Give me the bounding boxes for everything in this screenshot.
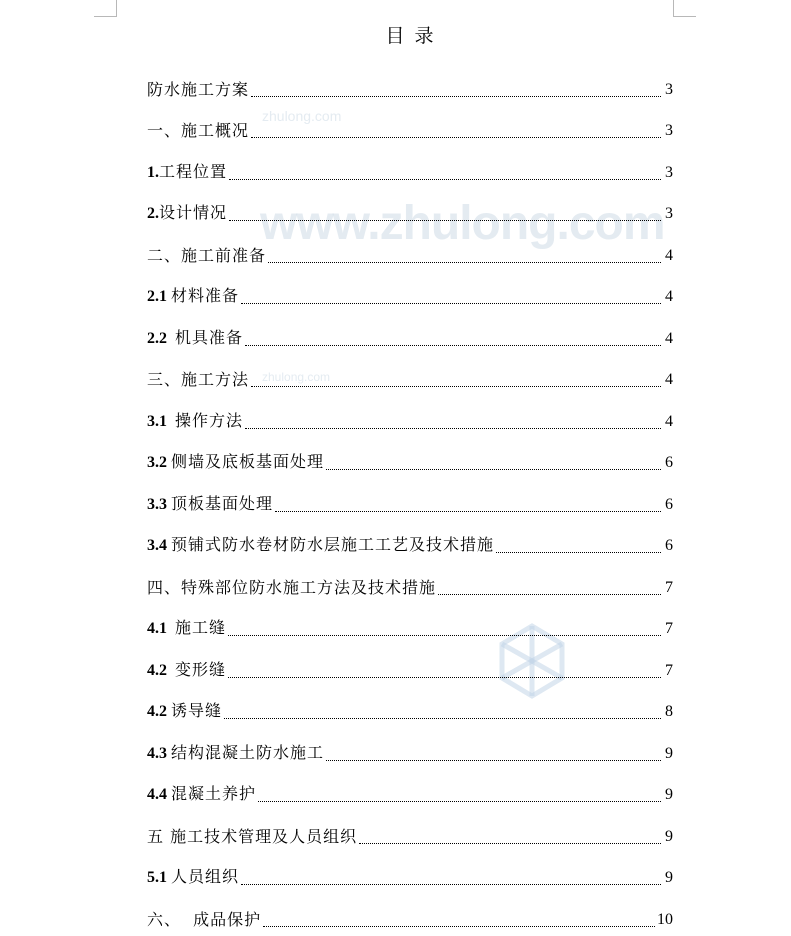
toc-entry-text — [147, 446, 324, 479]
toc-entry-number: 3.4 — [147, 537, 171, 554]
toc-entry-title: 顶板基面处理 — [171, 493, 274, 513]
toc-title: 目 录 — [385, 25, 436, 47]
toc-entry-title: 预铺式防水卷材防水层施工工艺及技术措施 — [171, 535, 495, 554]
toc-dot-leader — [241, 303, 661, 304]
toc-dot-leader — [359, 843, 661, 844]
toc-entry[interactable] — [147, 521, 673, 563]
toc-dot-leader — [258, 801, 661, 802]
toc-entry[interactable] — [147, 894, 673, 936]
toc-entry[interactable] — [147, 604, 673, 646]
toc-page-number: 3 — [665, 122, 673, 139]
toc-entry-title: 变形缝 — [175, 659, 227, 679]
toc-entry-title: 诱导缝 — [171, 701, 223, 720]
toc-entry-title: 材料准备 — [171, 286, 240, 305]
toc-dot-leader — [275, 511, 661, 512]
toc-entry-text — [147, 280, 239, 313]
toc-entry-title: 操作方法 — [175, 410, 244, 430]
toc-page-number: 8 — [665, 703, 673, 720]
toc-dot-leader — [229, 179, 661, 180]
toc-entry-text — [147, 405, 243, 438]
toc-entry-text — [147, 529, 494, 562]
toc-entry-text — [147, 821, 357, 853]
toc-entry-text — [147, 861, 239, 894]
watermark-small-text: zhulong.com — [262, 108, 342, 124]
toc-page-number: 10 — [657, 910, 673, 928]
toc-entry-text — [147, 737, 324, 770]
toc-dot-leader — [245, 345, 661, 346]
toc-entry-title: 结构混凝土防水施工 — [171, 742, 325, 762]
toc-entry-number: 4.3 — [147, 744, 171, 762]
toc-dot-leader — [251, 96, 661, 97]
toc-entry-text — [147, 156, 227, 189]
toc-entry-title: 四、特殊部位防水施工方法及技术措施 — [147, 577, 437, 597]
toc-page-number: 7 — [665, 578, 673, 596]
toc-entry-title: 二、施工前准备 — [147, 245, 267, 265]
toc-entry[interactable] — [147, 230, 673, 272]
toc-entry-title: 施工缝 — [175, 618, 227, 637]
toc-entry-number: 3.2 — [147, 454, 171, 471]
toc-entry-number: 3.3 — [147, 495, 171, 513]
toc-dot-leader — [438, 594, 661, 595]
toc-entry-title: 一、施工概况 — [147, 121, 250, 140]
toc-entry-title: 设计情况 — [159, 203, 228, 222]
toc-entry-text — [147, 695, 222, 728]
toc-entry-number: 3.1 — [147, 412, 175, 430]
toc-entry-title: 防水施工方案 — [147, 79, 250, 99]
toc-entry[interactable] — [147, 853, 673, 895]
toc-page-number: 9 — [665, 744, 673, 762]
toc-entry[interactable] — [147, 272, 673, 314]
table-of-contents — [147, 64, 673, 936]
toc-page-number: 7 — [665, 661, 673, 679]
toc-entry[interactable] — [147, 396, 673, 438]
toc-page-number: 9 — [665, 786, 673, 803]
toc-entry-title: 混凝土养护 — [171, 784, 257, 803]
toc-dot-leader — [268, 262, 661, 263]
toc-page-number: 3 — [665, 205, 673, 222]
toc-entry[interactable] — [147, 438, 673, 480]
toc-entry-number: 2.1 — [147, 288, 171, 305]
toc-entry-number: 4.1 — [147, 620, 175, 637]
toc-entry-title: 五 施工技术管理及人员组织 — [147, 826, 358, 846]
watermark-text: www.zhulong.com — [260, 197, 665, 250]
toc-dot-leader — [224, 718, 661, 719]
toc-entry-number: 5.1 — [147, 869, 171, 886]
toc-entry-text — [147, 364, 249, 396]
toc-entry-number: 4.4 — [147, 786, 171, 803]
toc-entry[interactable] — [147, 645, 673, 687]
toc-entry-number: 4.2 — [147, 703, 171, 720]
toc-entry-text — [147, 488, 273, 521]
toc-page-number: 9 — [665, 869, 673, 886]
toc-page-number: 4 — [665, 412, 673, 430]
toc-entry-title: 人员组织 — [171, 867, 240, 886]
toc-page-number: 4 — [665, 288, 673, 305]
toc-dot-leader — [263, 926, 655, 927]
toc-page-number: 6 — [665, 454, 673, 471]
toc-page-number: 3 — [665, 163, 673, 181]
toc-dot-leader — [228, 635, 661, 636]
toc-entry[interactable] — [147, 728, 673, 770]
page-corner-mark-top-left — [94, 0, 117, 17]
toc-dot-leader — [229, 220, 661, 221]
toc-entry[interactable] — [147, 64, 673, 106]
toc-entry-text — [147, 904, 261, 936]
toc-page-number: 6 — [665, 537, 673, 554]
toc-entry[interactable] — [147, 770, 673, 812]
toc-entry-title: 机具准备 — [175, 327, 244, 347]
toc-page-number: 6 — [665, 495, 673, 513]
toc-entry-number: 2.2 — [147, 329, 175, 347]
toc-page-number: 4 — [665, 329, 673, 347]
watermark-small-text-2: zhulong.com — [262, 370, 331, 384]
toc-dot-leader — [496, 552, 661, 553]
toc-entry-text — [147, 74, 249, 106]
toc-entry[interactable] — [147, 147, 673, 189]
toc-dot-leader — [326, 760, 661, 761]
toc-dot-leader — [251, 386, 661, 387]
toc-dot-leader — [245, 428, 661, 429]
toc-entry-text — [147, 612, 226, 645]
toc-dot-leader — [228, 677, 661, 678]
page-corner-mark-top-right — [673, 0, 696, 17]
toc-entry[interactable] — [147, 313, 673, 355]
toc-entry-text — [147, 322, 243, 355]
toc-entry[interactable] — [147, 562, 673, 604]
toc-entry-title: 工程位置 — [159, 161, 228, 181]
toc-entry[interactable] — [147, 479, 673, 521]
toc-entry-number: 2. — [147, 205, 159, 222]
toc-dot-leader — [251, 137, 661, 138]
toc-entry-text — [147, 115, 249, 147]
toc-dot-leader — [326, 469, 661, 470]
toc-entry-title: 六、 成品保护 — [147, 909, 262, 929]
toc-dot-leader — [241, 884, 661, 885]
toc-entry-number: 4.2 — [147, 661, 175, 679]
toc-entry-title: 侧墙及底板基面处理 — [171, 452, 325, 471]
toc-entry-text — [147, 778, 256, 811]
toc-entry-text — [147, 240, 266, 272]
toc-entry[interactable] — [147, 811, 673, 853]
toc-page-number: 9 — [665, 827, 673, 845]
toc-page-number: 7 — [665, 620, 673, 637]
toc-entry-text — [147, 654, 226, 687]
toc-entry[interactable] — [147, 189, 673, 231]
toc-entry-text — [147, 572, 436, 604]
toc-page-number: 3 — [665, 80, 673, 98]
toc-entry[interactable] — [147, 687, 673, 729]
toc-page-number: 4 — [665, 371, 673, 388]
toc-entry-title: 三、施工方法 — [147, 370, 250, 389]
toc-entry-number: 1. — [147, 163, 159, 181]
toc-entry-text — [147, 197, 227, 230]
toc-entry[interactable] — [147, 106, 673, 148]
toc-entry[interactable] — [147, 355, 673, 397]
toc-page-number: 4 — [665, 246, 673, 264]
